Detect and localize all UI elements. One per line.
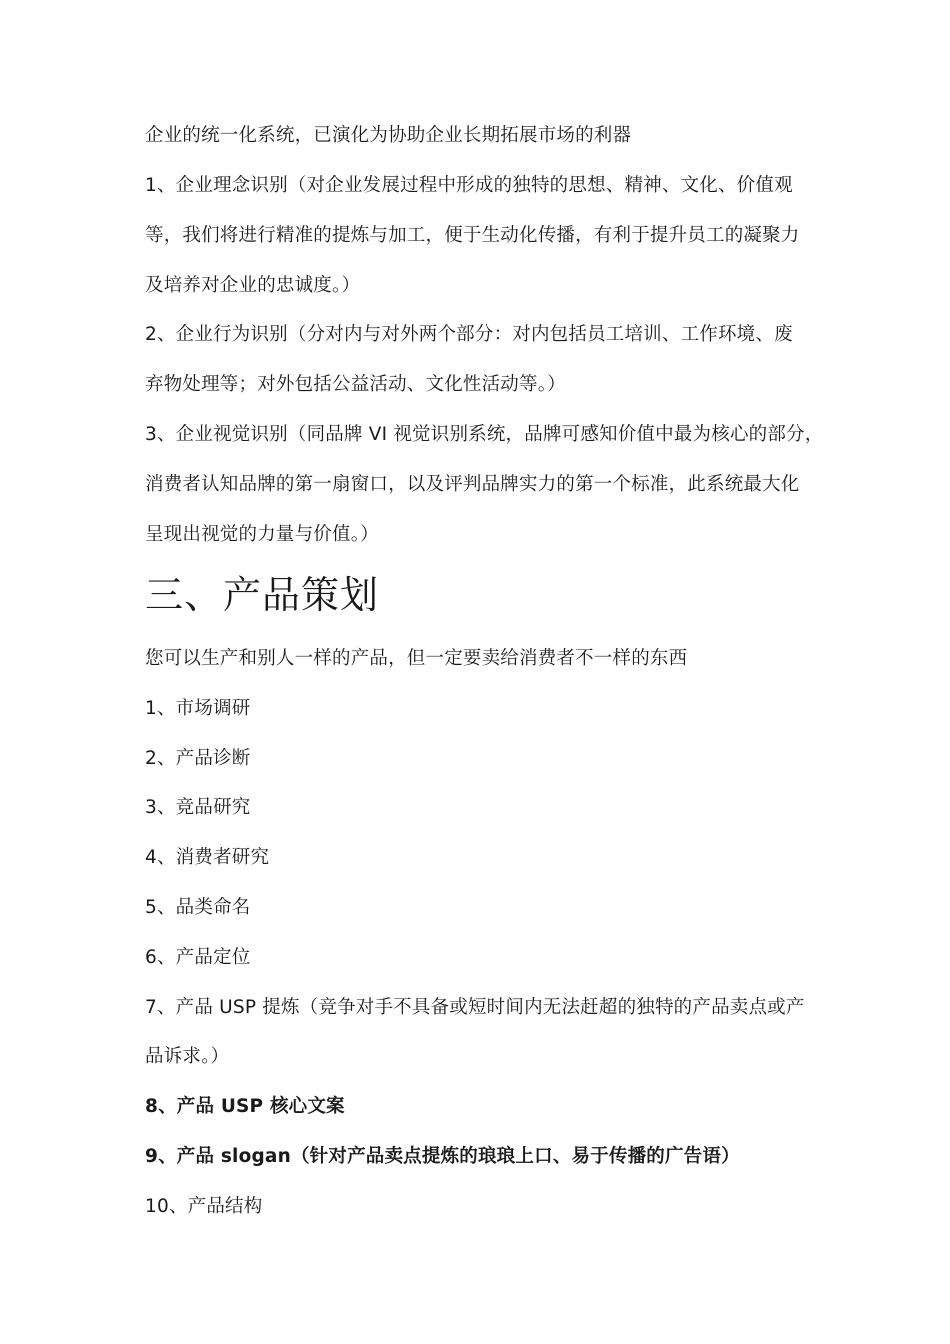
- section-subtitle: 您可以生产和别人一样的产品，但一定要卖给消费者不一样的东西: [145, 648, 688, 669]
- list-item: 2、产品诊断: [145, 748, 251, 769]
- list-item-continuation: 品诉求。）: [145, 1046, 230, 1067]
- list-item: 5、品类命名: [145, 897, 251, 918]
- paragraph-line: 呈现出视觉的力量与价值。）: [145, 524, 379, 545]
- list-item: 4、消费者研究: [145, 847, 270, 868]
- paragraph-line: 消费者认知品牌的第一扇窗口，以及评判品牌实力的第一个标准，此系统最大化: [145, 474, 800, 495]
- list-item: 3、竞品研究: [145, 797, 251, 818]
- list-item: 6、产品定位: [145, 947, 251, 968]
- paragraph-line: 1、企业理念识别（对企业发展过程中形成的独特的思想、精神、文化、价值观: [145, 175, 793, 196]
- paragraph-line: 弃物处理等；对外包括公益活动、文化性活动等。）: [145, 374, 566, 395]
- paragraph-line: 等，我们将进行精准的提炼与加工，便于生动化传播，有利于提升员工的凝聚力: [145, 225, 800, 246]
- paragraph-line: 3、企业视觉识别（同品牌 VI 视觉识别系统，品牌可感知价值中最为核心的部分，: [145, 424, 824, 445]
- list-item-bold: 9、产品 slogan（针对产品卖点提炼的琅琅上口、易于传播的广告语）: [145, 1146, 740, 1167]
- paragraph-line: 企业的统一化系统，已演化为协助企业长期拓展市场的利器: [145, 125, 632, 146]
- list-item: 7、产品 USP 提炼（竞争对手不具备或短时间内无法赶超的独特的产品卖点或产: [145, 997, 805, 1018]
- paragraph-line: 及培养对企业的忠诚度。）: [145, 275, 361, 296]
- list-item: 1、市场调研: [145, 698, 251, 719]
- paragraph-line: 2、企业行为识别（分对内与对外两个部分：对内包括员工培训、工作环境、废: [145, 324, 793, 345]
- section-heading: 三、产品策划: [145, 573, 380, 617]
- list-item: 10、产品结构: [145, 1196, 263, 1217]
- list-item-bold: 8、产品 USP 核心文案: [145, 1096, 345, 1117]
